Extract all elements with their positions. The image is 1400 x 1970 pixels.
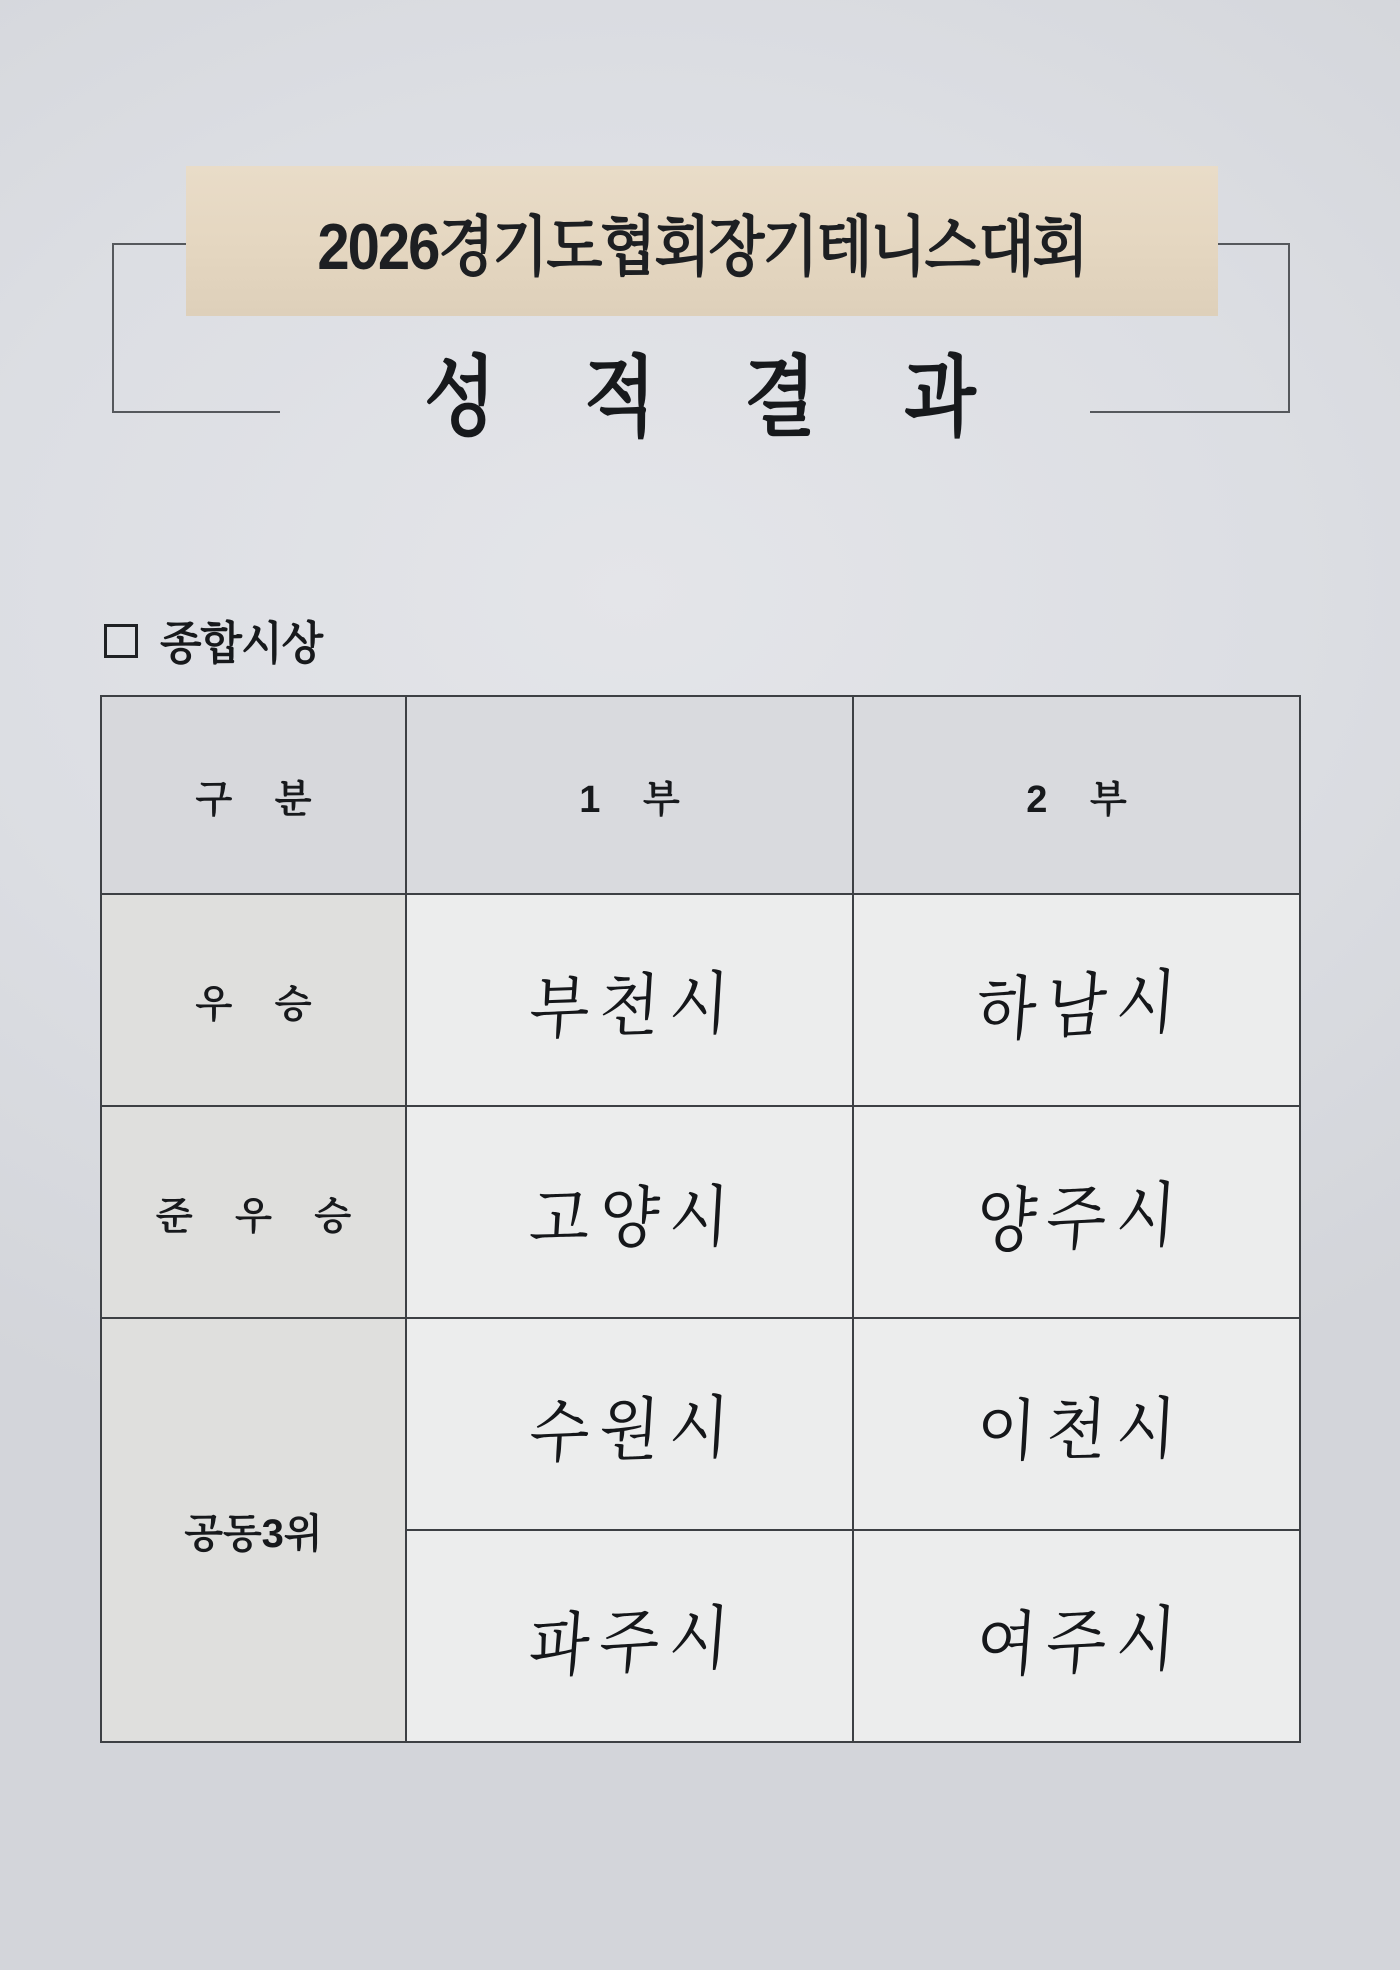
team-name: 이천시 [974,1392,1188,1470]
row-label-winner: 우 승 [101,894,406,1106]
cell-joint-third-b-division-1 [406,1530,853,1742]
section-heading-label: 종합시상 [160,618,323,670]
cell-runner-up-division-2 [853,1106,1300,1318]
cell-joint-third-a-division-1 [406,1318,853,1530]
team-name: 고양시 [527,1180,741,1258]
document-subtitle: 성 적 결 과 [424,348,1010,447]
cell-joint-third-b-division-2 [853,1530,1300,1742]
header-division-1: 1 부 [406,696,853,894]
section-heading [104,610,322,671]
checkbox-icon [104,624,138,658]
team-name: 양주시 [973,1176,1189,1262]
cell-runner-up-division-1 [406,1106,853,1318]
row-label-runner-up: 준 우 승 [101,1106,406,1318]
results-table [100,695,1301,1743]
team-name: 부천시 [527,966,742,1048]
table-header-row [101,696,1300,894]
team-name: 수원시 [527,1390,742,1472]
document-title: 2026경기도협회장기테니스대회 [317,210,1087,284]
table-row [101,1106,1300,1318]
team-name: 하남시 [973,964,1189,1051]
table-row [101,894,1300,1106]
bracket-top-right-line [1213,243,1290,245]
table-row [101,1318,1300,1530]
bracket-top-left-line [112,243,188,245]
cell-winner-division-1 [406,894,853,1106]
title-banner [186,166,1218,316]
header-division-2: 2 부 [853,696,1300,894]
cell-winner-division-2 [853,894,1300,1106]
team-name: 여주시 [973,1600,1189,1686]
row-label-joint-third: 공동3위 [101,1318,406,1742]
cell-joint-third-a-division-2 [853,1318,1300,1530]
team-name: 파주시 [526,1600,742,1687]
header-category: 구 분 [101,696,406,894]
document-header [0,0,1400,470]
